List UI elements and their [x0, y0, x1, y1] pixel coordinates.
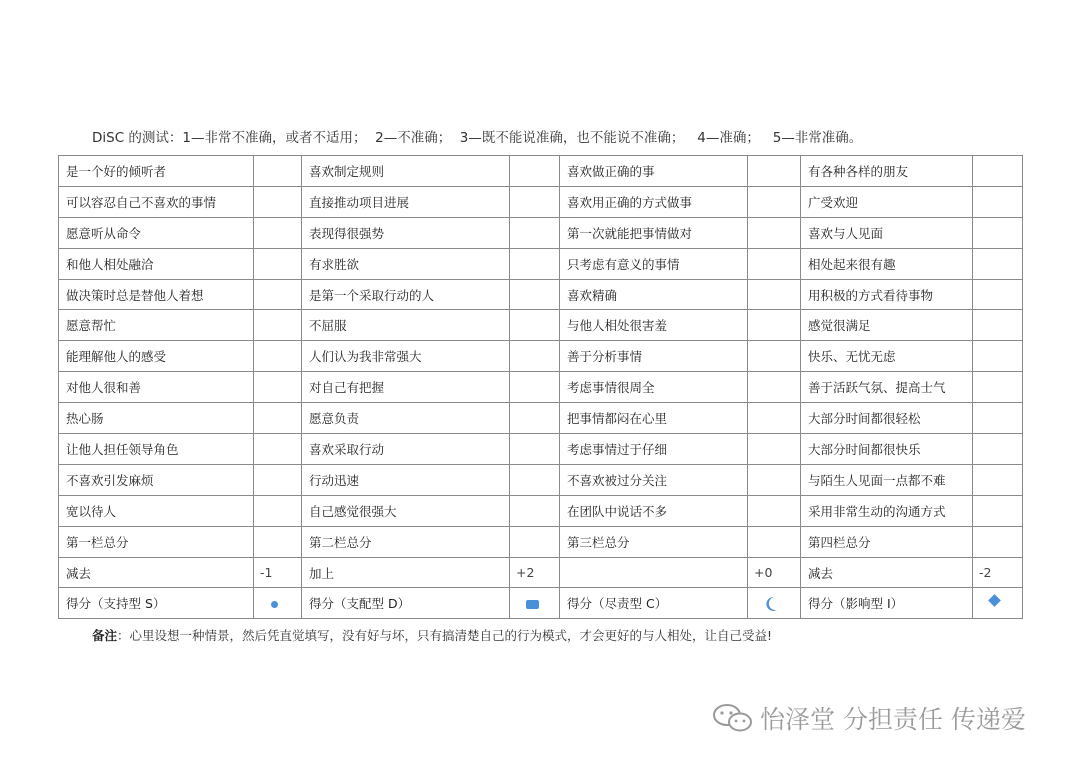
- adjust-label-3: [560, 557, 748, 588]
- statement-cell: 让他人担任领导角色: [59, 434, 254, 465]
- score-cell[interactable]: [748, 217, 801, 248]
- total-cell-4: [973, 526, 1023, 557]
- score-cell[interactable]: [748, 279, 801, 310]
- score-cell[interactable]: [510, 372, 560, 403]
- score-cell[interactable]: [510, 403, 560, 434]
- adjust-value-3: +0: [748, 557, 801, 588]
- statement-row: [59, 186, 1023, 217]
- adjust-value-4: -2: [973, 557, 1023, 588]
- score-cell[interactable]: [254, 372, 302, 403]
- statement-cell: 第一次就能把事情做对: [560, 217, 748, 248]
- result-mark-i: [973, 588, 1023, 619]
- statement-cell: 是一个好的倾听者: [59, 156, 254, 187]
- statement-cell: 自己感觉很强大: [302, 495, 510, 526]
- statement-cell: 可以容忍自己不喜欢的事情: [59, 186, 254, 217]
- score-cell[interactable]: [748, 372, 801, 403]
- statement-row: [59, 341, 1023, 372]
- statement-cell: 只考虑有意义的事情: [560, 248, 748, 279]
- circle-icon: [271, 601, 278, 608]
- score-cell[interactable]: [254, 341, 302, 372]
- total-cell-1: [254, 526, 302, 557]
- total-cell-3: [748, 526, 801, 557]
- statement-cell: 愿意负责: [302, 403, 510, 434]
- statement-cell: 对自己有把握: [302, 372, 510, 403]
- score-cell[interactable]: [254, 217, 302, 248]
- statement-cell: 有求胜欲: [302, 248, 510, 279]
- statement-cell: 行动迅速: [302, 464, 510, 495]
- score-cell[interactable]: [254, 156, 302, 187]
- wechat-icon: [712, 703, 754, 733]
- score-cell[interactable]: [748, 248, 801, 279]
- score-cell[interactable]: [748, 403, 801, 434]
- rectangle-icon: [526, 600, 539, 609]
- total-label-2: 第二栏总分: [302, 526, 510, 557]
- statement-cell: 考虑事情很周全: [560, 372, 748, 403]
- score-cell[interactable]: [510, 464, 560, 495]
- score-cell[interactable]: [973, 279, 1023, 310]
- statement-cell: 与陌生人见面一点都不难: [801, 464, 973, 495]
- result-label-s: 得分（支持型 S）: [59, 588, 254, 619]
- score-cell[interactable]: [510, 248, 560, 279]
- statement-cell: 喜欢做正确的事: [560, 156, 748, 187]
- statement-cell: 在团队中说话不多: [560, 495, 748, 526]
- statement-cell: 人们认为我非常强大: [302, 341, 510, 372]
- note: [92, 626, 772, 644]
- statement-row: [59, 464, 1023, 495]
- statement-cell: 对他人很和善: [59, 372, 254, 403]
- adjust-label-1: 减去: [59, 557, 254, 588]
- result-label-i: 得分（影响型 I）: [801, 588, 973, 619]
- statement-row: [59, 279, 1023, 310]
- score-cell[interactable]: [254, 403, 302, 434]
- score-cell[interactable]: [973, 403, 1023, 434]
- totals-row: [59, 526, 1023, 557]
- adjust-value-1: -1: [254, 557, 302, 588]
- score-cell[interactable]: [254, 310, 302, 341]
- score-cell[interactable]: [510, 279, 560, 310]
- statement-cell: 把事情都闷在心里: [560, 403, 748, 434]
- statement-cell: 采用非常生动的沟通方式: [801, 495, 973, 526]
- test-title: DiSC 的测试：1—非常不准确，或者不适用； 2—不准确； 3—既不能说准确，也不能说不准确； 4—准确； 5—非常准确。: [92, 130, 863, 146]
- score-cell[interactable]: [254, 495, 302, 526]
- score-cell[interactable]: [748, 156, 801, 187]
- statement-row: [59, 403, 1023, 434]
- statement-row: [59, 156, 1023, 187]
- score-cell[interactable]: [510, 495, 560, 526]
- score-cell[interactable]: [973, 310, 1023, 341]
- total-label-4: 第四栏总分: [801, 526, 973, 557]
- statement-cell: 考虑事情过于仔细: [560, 434, 748, 465]
- adjust-value-2: +2: [510, 557, 560, 588]
- score-cell[interactable]: [973, 464, 1023, 495]
- statement-cell: 大部分时间都很快乐: [801, 434, 973, 465]
- score-cell[interactable]: [973, 217, 1023, 248]
- score-cell[interactable]: [973, 186, 1023, 217]
- score-cell[interactable]: [510, 186, 560, 217]
- statement-cell: 是第一个采取行动的人: [302, 279, 510, 310]
- adjust-row: [59, 557, 1023, 588]
- statement-cell: 广受欢迎: [801, 186, 973, 217]
- statement-cell: 快乐、无忧无虑: [801, 341, 973, 372]
- score-cell[interactable]: [510, 341, 560, 372]
- statement-cell: 做决策时总是替他人着想: [59, 279, 254, 310]
- total-cell-2: [510, 526, 560, 557]
- score-cell[interactable]: [510, 217, 560, 248]
- score-cell[interactable]: [254, 279, 302, 310]
- score-cell[interactable]: [748, 464, 801, 495]
- score-cell[interactable]: [510, 156, 560, 187]
- score-cell[interactable]: [973, 248, 1023, 279]
- statement-cell: 能理解他人的感受: [59, 341, 254, 372]
- statement-cell: 不喜欢引发麻烦: [59, 464, 254, 495]
- statement-row: [59, 217, 1023, 248]
- score-cell[interactable]: [254, 248, 302, 279]
- watermark: [712, 700, 1026, 736]
- disc-table: [58, 155, 1023, 619]
- statement-cell: 善于分析事情: [560, 341, 748, 372]
- result-label-c: 得分（尽责型 C）: [560, 588, 748, 619]
- result-row: [59, 588, 1023, 619]
- score-cell[interactable]: [973, 495, 1023, 526]
- score-cell[interactable]: [510, 434, 560, 465]
- statement-cell: 喜欢制定规则: [302, 156, 510, 187]
- statement-cell: 热心肠: [59, 403, 254, 434]
- statement-cell: 宽以待人: [59, 495, 254, 526]
- score-cell[interactable]: [973, 372, 1023, 403]
- statement-cell: 愿意帮忙: [59, 310, 254, 341]
- statement-row: [59, 310, 1023, 341]
- statement-cell: 直接推动项目进展: [302, 186, 510, 217]
- score-cell[interactable]: [748, 341, 801, 372]
- statement-cell: 不屈服: [302, 310, 510, 341]
- crescent-moon-icon: [765, 596, 778, 612]
- statement-cell: 和他人相处融洽: [59, 248, 254, 279]
- total-label-1: 第一栏总分: [59, 526, 254, 557]
- score-cell[interactable]: [748, 434, 801, 465]
- score-cell[interactable]: [254, 186, 302, 217]
- result-mark-c: [748, 588, 801, 619]
- score-cell[interactable]: [510, 310, 560, 341]
- statement-cell: 感觉很满足: [801, 310, 973, 341]
- statement-cell: 喜欢与人见面: [801, 217, 973, 248]
- statement-cell: 相处起来很有趣: [801, 248, 973, 279]
- note-text: ：心里设想一种情景，然后凭直觉填写，没有好与坏，只有搞清楚自己的行为模式，才会更好的与人相处，让自己受益!: [117, 628, 773, 643]
- total-label-3: 第三栏总分: [560, 526, 748, 557]
- score-cell[interactable]: [254, 464, 302, 495]
- statement-cell: 喜欢采取行动: [302, 434, 510, 465]
- note-label: 备注: [92, 628, 118, 643]
- adjust-label-2: 加上: [302, 557, 510, 588]
- score-cell[interactable]: [254, 434, 302, 465]
- score-cell[interactable]: [748, 310, 801, 341]
- statement-cell: 喜欢精确: [560, 279, 748, 310]
- statement-cell: 有各种各样的朋友: [801, 156, 973, 187]
- score-cell[interactable]: [748, 495, 801, 526]
- statement-cell: 愿意听从命令: [59, 217, 254, 248]
- statement-cell: 用积极的方式看待事物: [801, 279, 973, 310]
- statement-cell: 表现得很强势: [302, 217, 510, 248]
- statement-row: [59, 434, 1023, 465]
- statement-row: [59, 372, 1023, 403]
- statement-cell: 善于活跃气氛、提高士气: [801, 372, 973, 403]
- score-cell[interactable]: [973, 156, 1023, 187]
- statement-cell: 大部分时间都很轻松: [801, 403, 973, 434]
- statement-cell: 不喜欢被过分关注: [560, 464, 748, 495]
- score-cell[interactable]: [973, 341, 1023, 372]
- watermark-text: 怡泽堂 分担责任 传递爱: [760, 705, 1026, 734]
- score-cell[interactable]: [973, 434, 1023, 465]
- score-cell[interactable]: [748, 186, 801, 217]
- result-label-d: 得分（支配型 D）: [302, 588, 510, 619]
- statement-row: [59, 248, 1023, 279]
- result-mark-d: [510, 588, 560, 619]
- diamond-icon: [988, 594, 1001, 607]
- adjust-label-4: 减去: [801, 557, 973, 588]
- result-mark-s: [254, 588, 302, 619]
- statement-row: [59, 495, 1023, 526]
- statement-cell: 喜欢用正确的方式做事: [560, 186, 748, 217]
- statement-cell: 与他人相处很害羞: [560, 310, 748, 341]
